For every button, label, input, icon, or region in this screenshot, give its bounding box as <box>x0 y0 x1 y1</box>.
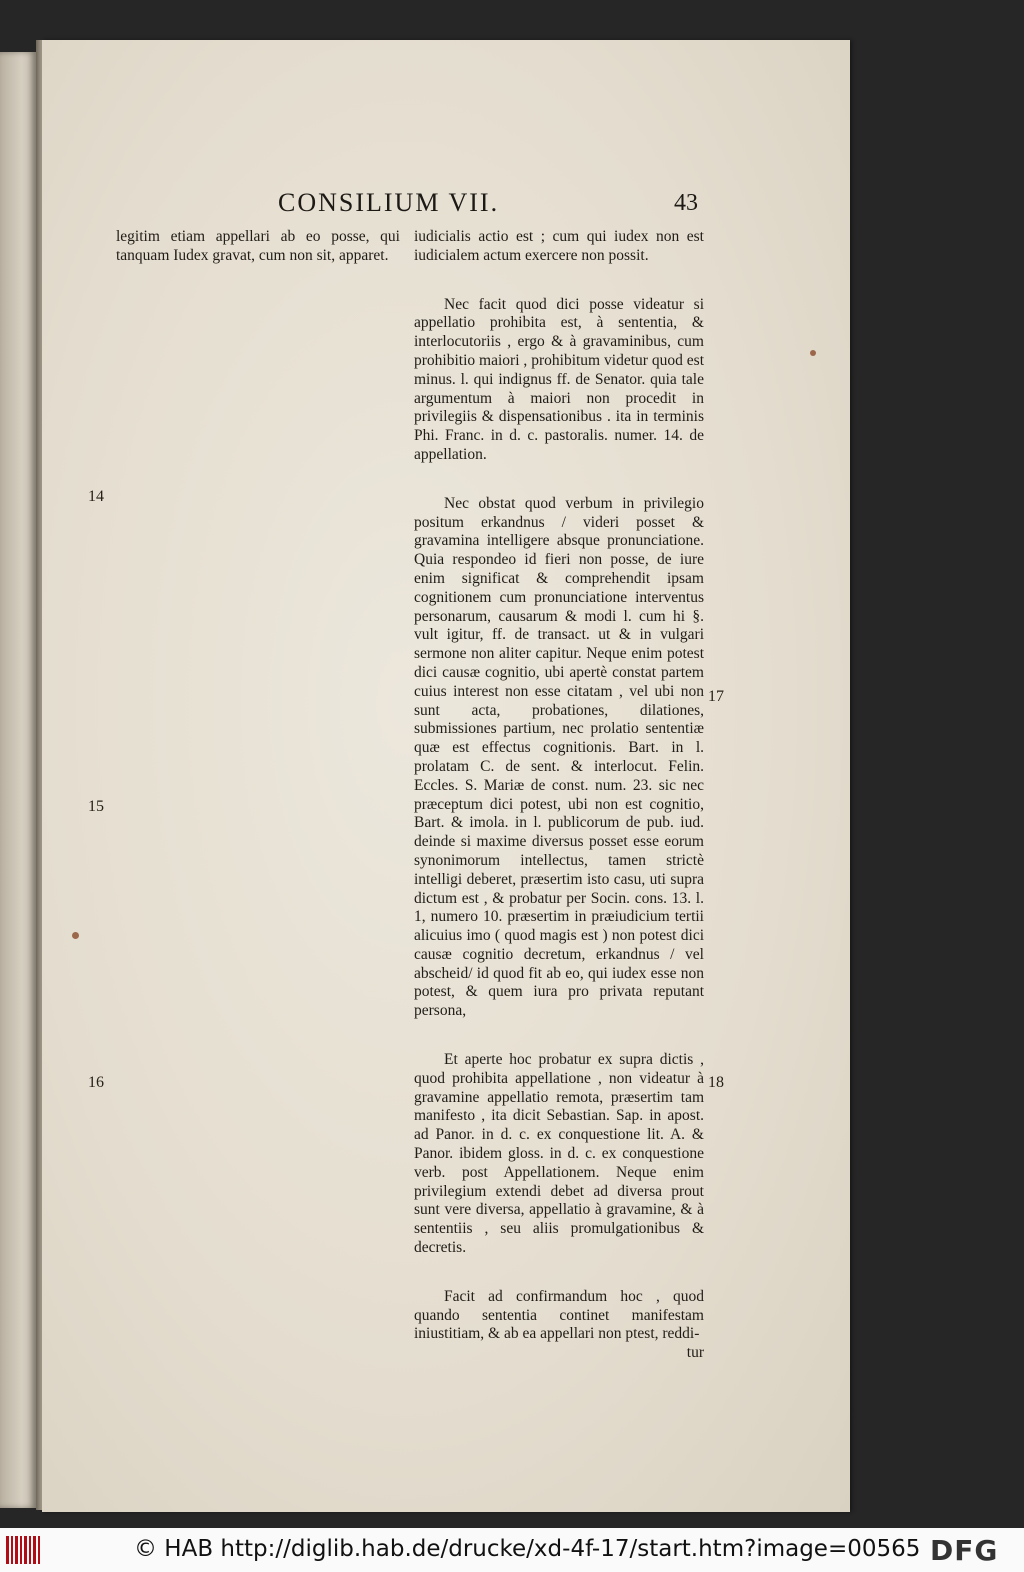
left-column <box>116 228 400 266</box>
dfg-logo: DFG <box>930 1534 999 1567</box>
page-number: 43 <box>674 190 698 216</box>
left-paragraph-1: legitim etiam appellari ab eo posse, qui tanquam Iudex gravat, cum non sit, apparet. <box>116 228 400 264</box>
adjacent-page-edge <box>0 52 36 1508</box>
ink-spot <box>72 932 79 939</box>
right-paragraph-5: Facit ad confirmandum hoc , quod quando sententia continet manifestam iniustitiam, & ab ea appellari non ptest, reddi- <box>414 1287 704 1343</box>
right-paragraph-2: Nec facit quod dici posse videatur si appellatio prohibita est, à sententia, & interlocutoriis , ergo & à gravaminibus, cum prohibitio maiori , prohibitum videtur quod est minus. l. qui indignus ff. de Senator. quia tale argumentum à maiori non procedit in privilegiis & dispensationibus . ita in terminis Phi. Franc. in d. c. pastoralis. numer. 14. de appellation. <box>414 295 704 463</box>
margin-number-16: 16 <box>88 1074 104 1091</box>
footer-credit-link[interactable]: © HAB http://diglib.hab.de/drucke/xd-4f-17/start.htm?image=00565 <box>134 1536 921 1562</box>
right-paragraph-4: Et aperte hoc probatur ex supra dictis , quod prohibita appellatione , non videatur à gravamine appellatio remota, præsertim tam manifesto , ita dicit Sebastian. Sap. in apost. ad Panor. in d. c. ex conquestione lit. A. & Panor. ibidem gloss. in d. c. ex conquestione verb. post Appellationem. Neque enim privilegium extendi debet ad diversa prout sunt vere diversa, appellatio à gravamine, & à sententiis , seu aliis promulgationibus & decretis. <box>414 1051 704 1257</box>
right-paragraph-1: iudicialis actio est ; cum qui iudex non est iudicialem actum exercere non possit. <box>414 228 704 264</box>
right-column <box>414 228 704 1363</box>
page-title: CONSILIUM VII. <box>278 188 500 217</box>
barcode-icon <box>6 1536 42 1564</box>
footer-bar <box>0 1528 1024 1572</box>
document-page <box>42 40 850 1512</box>
right-paragraph-3: Nec obstat quod verbum in privilegio positum erkandnus / videri posset & gravamina intelligere absque pronunciatione. Quia respondeo id fieri non posse, de iure enim significat & comprehendit ipsam cognitionem cum pronunciatione interventus personarum, causarum & modi l. cum hi §. vult igitur, ff. de transact. ut & in vulgari sermone non aliter capitur. Neque enim potest dici causæ cognitio, ubi apertè constat partem cuius interest non esse citatam , vel ubi non sunt acta, probationes, dilationes, submissiones partium, nec prolatio sententiæ quæ est effectus cognitionis. Bart. in l. prolatam C. de sent. & interlocut. Felin. Eccles. S. Mariæ de const. num. 23. sic nec præceptum dici potest, ubi non est cognitio, Bart. & imola. in l. publicorum de pub. iud. deinde si maxime diversus posset esse eorum synonimorum intellectus, tamen strictè intelligi deberet, præsertim isto casu, uti supra dictum est , & probatur per Socin. cons. 13. l. 1, numero 10. præsertim in præiudicium tertii alicuius imo ( quod magis est ) non potest dici causæ cognitio decretum, erkandnus / vel abscheid/ id quod fit ab eo, qui iudex esse non potest, & quem iura pro privata reputant persona, <box>414 494 704 1020</box>
page-header <box>42 188 850 228</box>
margin-number-14: 14 <box>88 488 104 505</box>
catchword: tur <box>686 1344 704 1362</box>
margin-number-18: 18 <box>708 1074 724 1091</box>
margin-number-17: 17 <box>708 688 724 705</box>
margin-number-15: 15 <box>88 798 104 815</box>
ink-spot <box>810 350 816 356</box>
